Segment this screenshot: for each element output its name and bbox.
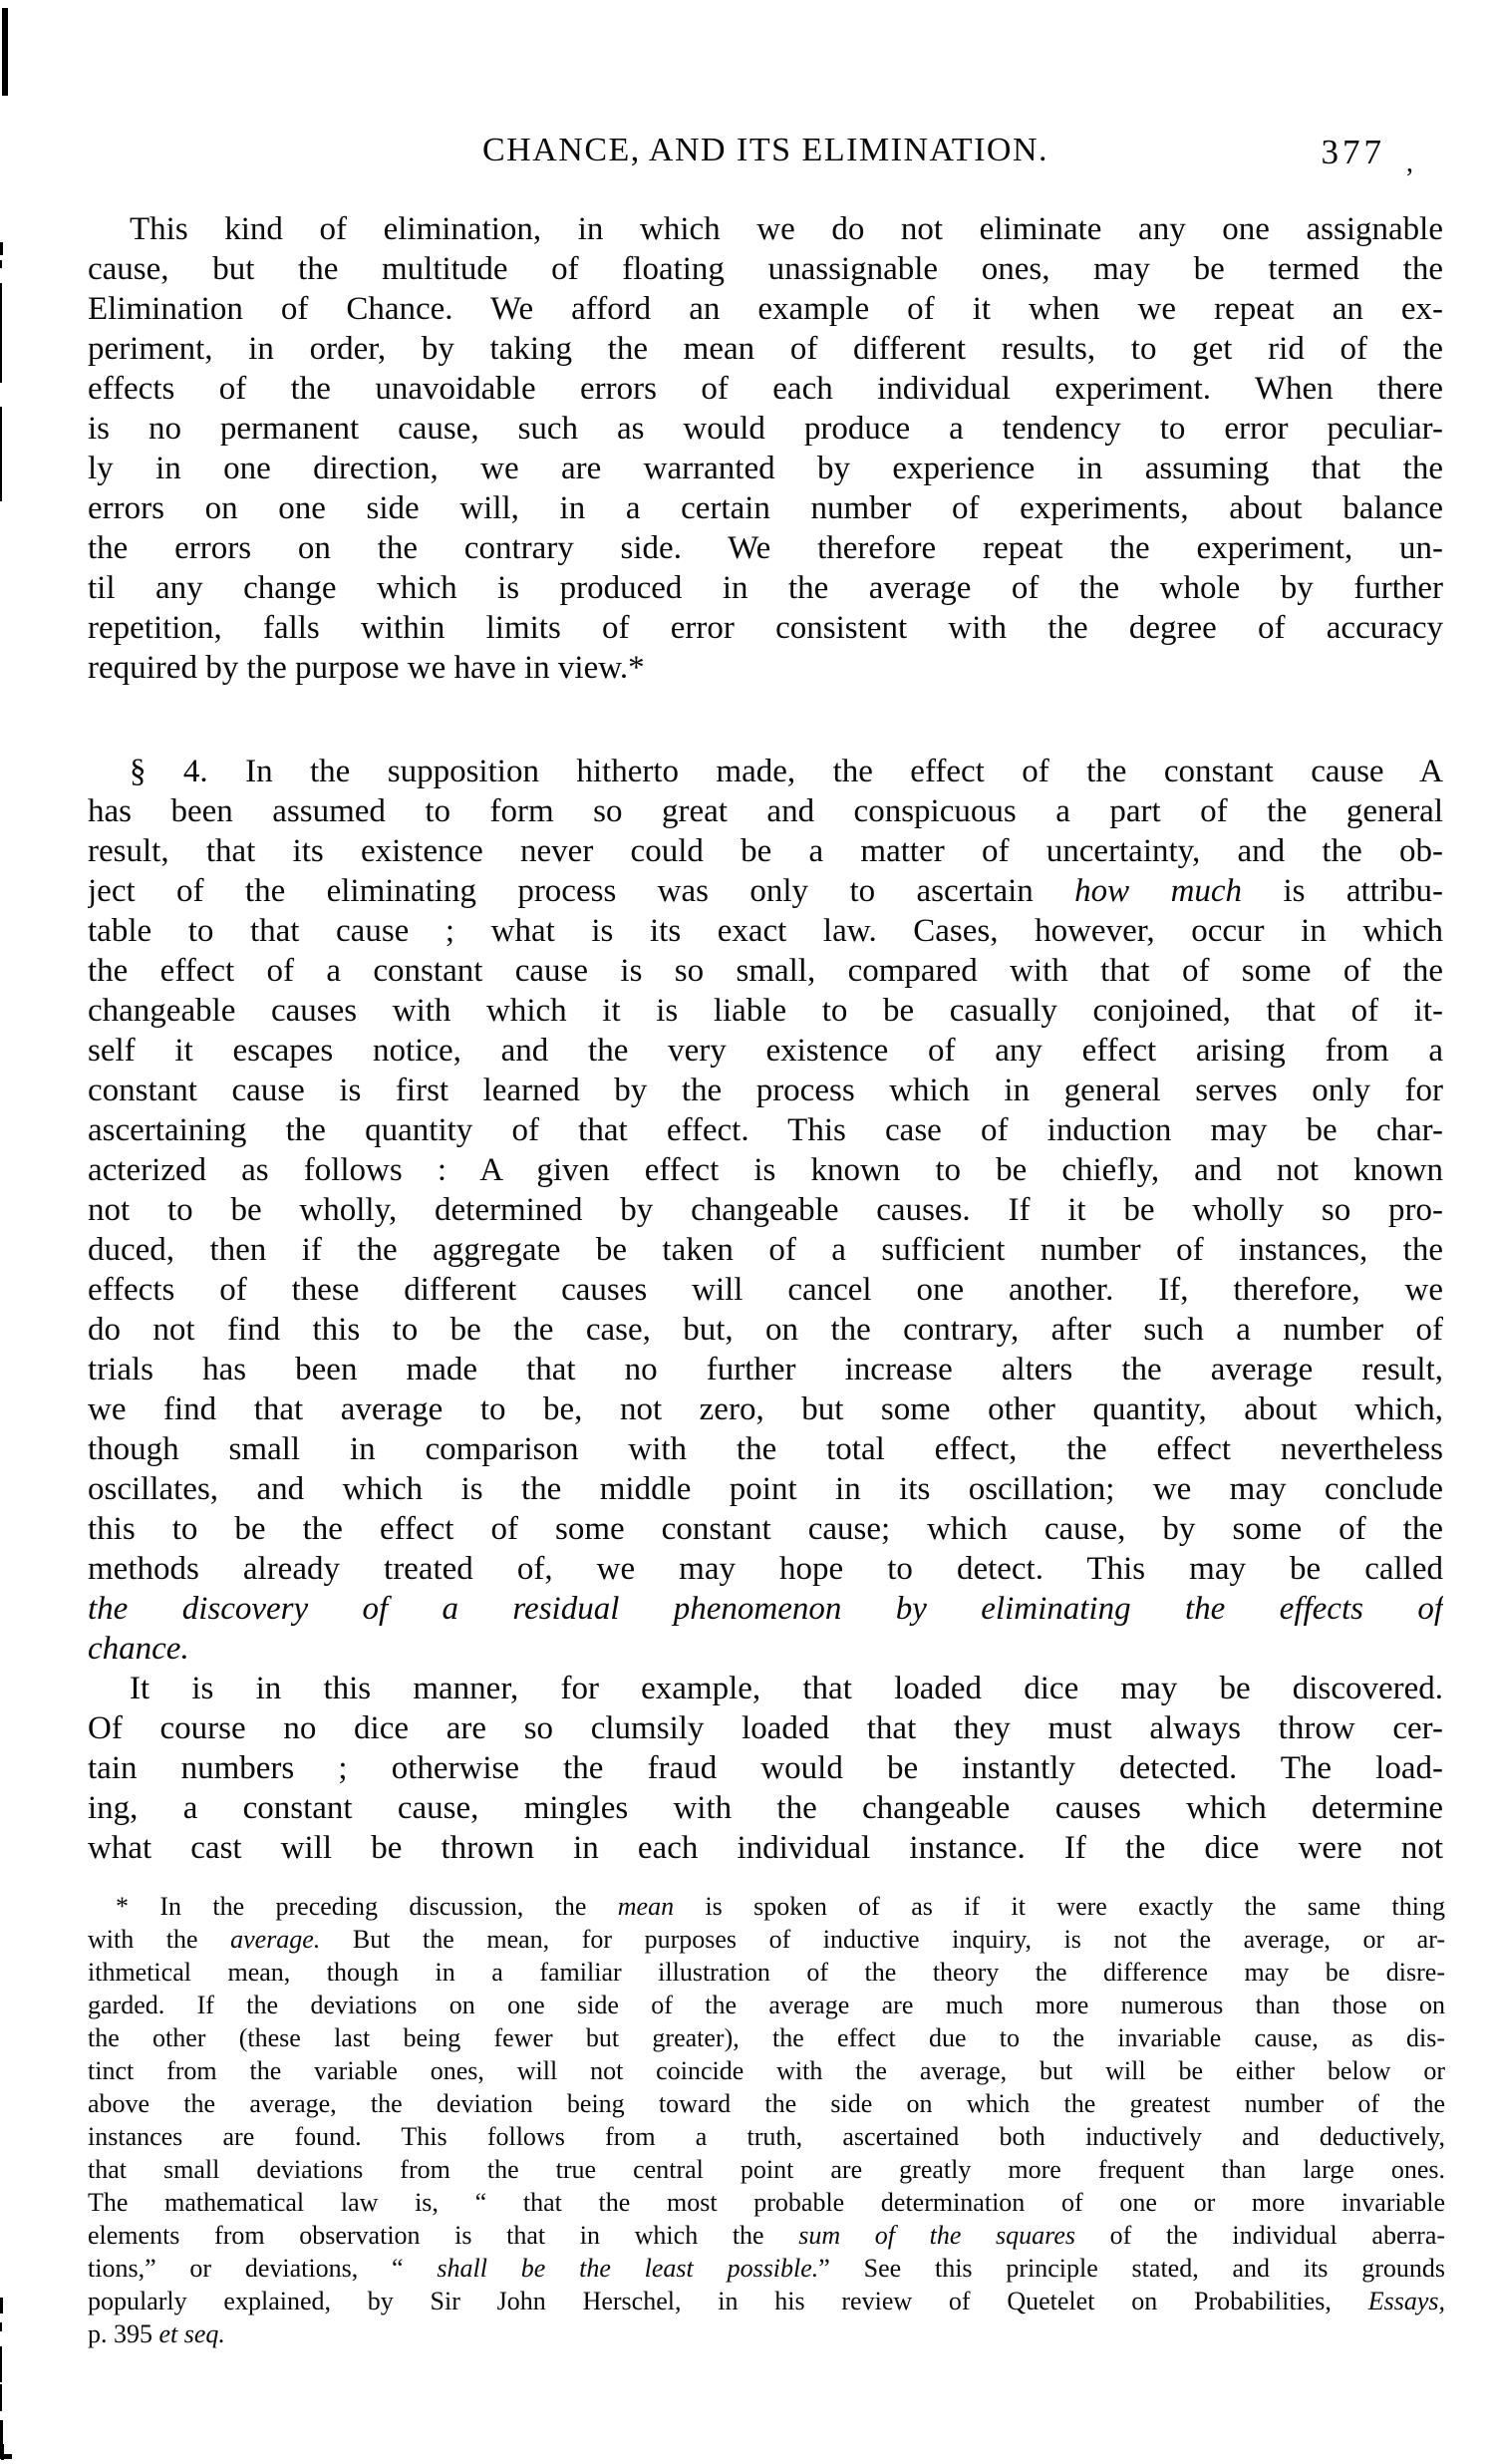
text-line: repetition, falls within limits of error consistent with the degree of accuracy	[88, 610, 1443, 646]
text-line: elements from observation is that in which the sum of the squares of the individual aberra-	[88, 2221, 1445, 2250]
text-line: do not find this to be the case, but, on the contrary, after such a number of	[88, 1312, 1443, 1348]
scan-artifact	[0, 242, 3, 255]
text-line: ascertaining the quantity of that effect. This case of induction may be char-	[88, 1112, 1443, 1148]
text-line: Elimination of Chance. We afford an example of it when we repeat an ex-	[88, 291, 1443, 327]
text-line: ly in one direction, we are warranted by experience in assuming that the	[88, 451, 1443, 486]
text-line: the effect of a constant cause is so small, compared with that of some of the	[88, 953, 1443, 989]
text-line: the other (these last being fewer but greater), the effect due to the invariable cause, as dis-	[88, 2023, 1445, 2052]
text-line: above the average, the deviation being toward the side on which the greatest number of the	[88, 2089, 1445, 2118]
paragraph	[88, 1669, 1443, 1868]
text-line: tain numbers ; otherwise the fraud would be instantly detected. The load-	[88, 1750, 1443, 1786]
text-line: ject of the eliminating process was only to ascertain how much is attribu-	[88, 873, 1443, 909]
text-line: effects of the unavoidable errors of each individual experiment. When there	[88, 371, 1443, 407]
text-line: that small deviations from the true central point are greatly more frequent than large ones.	[88, 2155, 1445, 2184]
text-line: self it escapes notice, and the very existence of any effect arising from a	[88, 1033, 1443, 1069]
text-line: errors on one side will, in a certain number of experiments, about balance	[88, 490, 1443, 526]
text-line: til any change which is produced in the average of the whole by further	[88, 570, 1443, 606]
text-line: methods already treated of, we may hope to detect. This may be called	[88, 1551, 1443, 1587]
text-line: chance.	[88, 1631, 189, 1667]
text-line: ing, a constant cause, mingles with the changeable causes which determine	[88, 1790, 1443, 1826]
text-line: periment, in order, by taking the mean of different results, to get rid of the	[88, 331, 1443, 367]
scan-artifact	[0, 2346, 2, 2382]
text-line: with the average. But the mean, for purposes of inductive inquiry, is not the average, or ar-	[88, 1925, 1445, 1954]
text-line: not to be wholly, determined by changeable causes. If it be wholly so pro-	[88, 1192, 1443, 1228]
text-line: duced, then if the aggregate be taken of a sufficient number of instances, the	[88, 1232, 1443, 1268]
text-line: * In the preceding discussion, the mean is spoken of as if it were exactly the same thing	[116, 1892, 1445, 1921]
scan-artifact	[0, 2322, 2, 2331]
stray-mark: ,	[1406, 148, 1413, 178]
text-line: what cast will be thrown in each individual instance. If the dice were not	[88, 1830, 1443, 1866]
text-line: ithmetical mean, though in a familiar illustration of the theory the difference may be disre-	[88, 1958, 1445, 1987]
page-number: 377	[1321, 133, 1385, 171]
scan-artifact	[0, 283, 2, 383]
text-line: tions,” or deviations, “ shall be the least possible.” See this principle stated, and its grounds	[88, 2254, 1445, 2283]
footnote	[88, 1890, 1445, 2350]
page-title: CHANCE, AND ITS ELIMINATION.	[481, 132, 1049, 168]
text-line: the discovery of a residual phenomenon by eliminating the effects of	[88, 1591, 1443, 1627]
text-line: we find that average to be, not zero, but some other quantity, about which,	[88, 1391, 1443, 1427]
text-line: tinct from the variable ones, will not coincide with the average, but will be either below or	[88, 2056, 1445, 2085]
text-line: trials has been made that no further increase alters the average result,	[88, 1352, 1443, 1387]
paragraph	[88, 209, 1443, 688]
scan-artifact	[0, 260, 2, 268]
text-line: This kind of elimination, in which we do not eliminate any one assignable	[130, 211, 1443, 247]
text-line: changeable causes with which it is liable to be casually conjoined, that of it-	[88, 993, 1443, 1029]
text-line: p. 395 et seq.	[88, 2319, 225, 2348]
scan-artifact	[0, 2384, 2, 2411]
running-head	[88, 132, 1443, 179]
text-line: cause, but the multitude of floating unassignable ones, may be termed the	[88, 251, 1443, 287]
text-line: § 4. In the supposition hitherto made, the effect of the constant cause A	[130, 754, 1443, 789]
body-text	[88, 209, 1443, 1868]
text-line: garded. If the deviations on one side of the average are much more numerous than those on	[88, 1991, 1445, 2019]
text-line: effects of these different causes will cancel one another. If, therefore, we	[88, 1272, 1443, 1308]
text-line: acterized as follows : A given effect is known to be chiefly, and not known	[88, 1152, 1443, 1188]
text-line: though small in comparison with the total effect, the effect nevertheless	[88, 1431, 1443, 1467]
text-line: Of course no dice are so clumsily loaded that they must always throw cer-	[88, 1710, 1443, 1746]
text-line: table to that cause ; what is its exact law. Cases, however, occur in which	[88, 913, 1443, 949]
text-line: instances are found. This follows from a truth, ascertained both inductively and deductively,	[88, 2122, 1445, 2151]
text-line: It is in this manner, for example, that loaded dice may be discovered.	[130, 1671, 1443, 1706]
scan-artifact	[0, 407, 2, 501]
text-line: the errors on the contrary side. We therefore repeat the experiment, un-	[88, 530, 1443, 566]
text-line: this to be the effect of some constant cause; which cause, by some of the	[88, 1511, 1443, 1547]
paragraph	[88, 752, 1443, 1669]
text-line: popularly explained, by Sir John Herschel, in his review of Quetelet on Probabilities, Essays,	[88, 2287, 1445, 2315]
text-line: required by the purpose we have in view.*	[88, 650, 645, 686]
text-line: oscillates, and which is the middle point in its oscillation; we may conclude	[88, 1471, 1443, 1507]
scan-artifact	[2, 8, 8, 96]
scan-artifact	[0, 2454, 12, 2459]
text-line: The mathematical law is, “ that the most probable determination of one or more invariable	[88, 2188, 1445, 2217]
text-line: constant cause is first learned by the process which in general serves only for	[88, 1073, 1443, 1108]
text-line: result, that its existence never could be a matter of uncertainty, and the ob-	[88, 833, 1443, 869]
text-line: has been assumed to form so great and conspicuous a part of the general	[88, 793, 1443, 829]
scan-artifact	[0, 2298, 3, 2313]
text-line: is no permanent cause, such as would produce a tendency to error peculiar-	[88, 411, 1443, 447]
